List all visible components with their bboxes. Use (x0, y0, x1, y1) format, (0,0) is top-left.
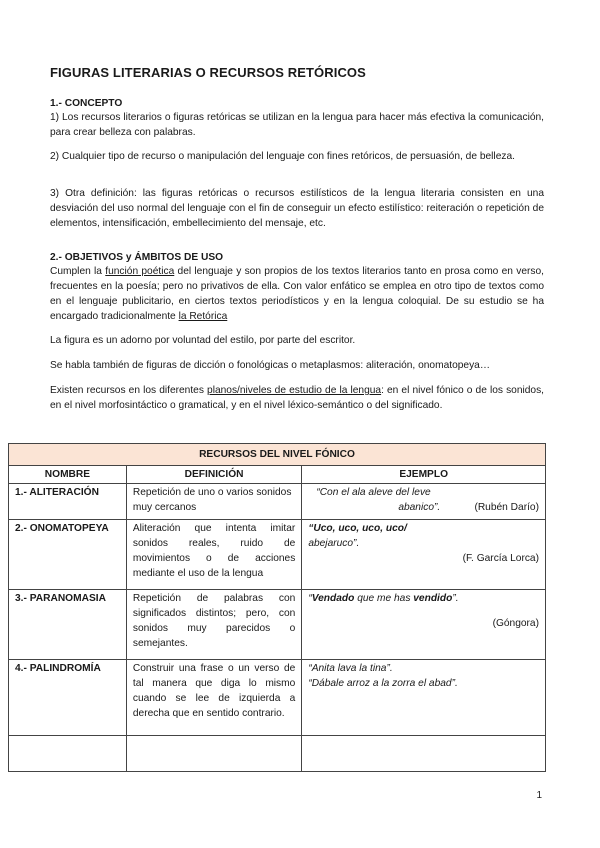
empty-cell (302, 736, 546, 772)
table-header-row (9, 466, 546, 484)
section1-paragraph-1: 1) Los recursos literarios o figuras retóricas se utilizan en la lengua para hacer más efectiva la comunicación, para crear belleza con palabras. (50, 112, 544, 138)
example-emphasis: vendido (413, 593, 453, 604)
row-name: 3.- PARANOMASIA (9, 590, 127, 660)
example-text: “ (308, 593, 312, 604)
section1-heading: 1.- CONCEPTO (50, 98, 123, 109)
text-run: del lenguaje y son propios de los textos literarios tanto en prosa como en verso, frecuentes en la poesía; pero no privativos de ella. Con valor enfático se emplea en otro tipo de textos como en el lenguaje publicitario, en ciertos textos periodísticos y en la lengua coloquial. De su estudio se ha encargado tradicionalmente (50, 266, 544, 322)
example-author: (Góngora) (492, 618, 539, 629)
section1-paragraph-3: 3) Otra definición: las figuras retóricas o recursos estilísticos de la lengua literaria consisten en una desviación del uso normal del lenguaje con el fin de conseguir un efecto estilístico: reiteración o repetición de elementos, intensificación, embellecimiento del mensaje, etc. (50, 188, 544, 229)
resources-table (8, 443, 546, 772)
example-emphasis: Vendado (311, 593, 355, 604)
example-line: “Uco, uco, uco, uco/ (308, 523, 407, 534)
text-run: Cumplen la (50, 266, 106, 277)
example-text: abanico”. (398, 502, 441, 513)
row-name: 4.- PALINDROMÍA (9, 660, 127, 736)
example-text: ”. (452, 593, 459, 604)
table-row (9, 520, 546, 590)
row-name: 2.- ONOMATOPEYA (9, 520, 127, 590)
row-definition: Aliteración que intenta imitar sonidos reales, ruido de movimientos o de acciones mediante el uso de la lengua (126, 520, 301, 590)
table-row (9, 590, 546, 660)
column-header-definicion: DEFINICIÓN (126, 466, 301, 484)
empty-cell (126, 736, 301, 772)
example-line (308, 500, 539, 515)
table-caption-row (9, 444, 546, 466)
row-definition: Repetición de uno o varios sonidos muy cercanos (126, 484, 301, 520)
table-row (9, 660, 546, 736)
section2-heading: 2.- OBJETIVOS y ÁMBITOS DE USO (50, 252, 224, 263)
example-line (308, 591, 539, 606)
row-definition: Construir una frase o un verso de tal manera que diga lo mismo cuando se lee de izquierda a derecha que en sentido contrario. (126, 660, 301, 736)
row-example (302, 660, 546, 736)
section2-paragraph-2: La figura es un adorno por voluntad del estilo, por parte del escritor. (50, 335, 356, 346)
page-title: FIGURAS LITERARIAS O RECURSOS RETÓRICOS (50, 65, 366, 80)
row-example (302, 484, 546, 520)
table-row (9, 484, 546, 520)
section2-paragraph-3: Se habla también de figuras de dicción o fonológicas o metaplasmos: aliteración, onomatopeya… (50, 360, 491, 371)
column-header-ejemplo: EJEMPLO (302, 466, 546, 484)
section1-paragraph-2: 2) Cualquier tipo de recurso o manipulación del lenguaje con fines retóricos, de persuasión, de belleza. (50, 151, 515, 162)
example-line: abejaruco”. (308, 538, 360, 549)
link-planos-niveles[interactable]: planos/niveles de estudio de la lengua (207, 385, 382, 396)
example-author: (Rubén Darío) (474, 502, 539, 513)
example-text: que me has (354, 593, 414, 604)
section2-paragraph-1 (50, 264, 544, 324)
text-run: : en el nivel fónico o de los sonidos, en el nivel morfosintáctico o gramatical, y en el nivel léxico-semántico o del significado. (50, 385, 545, 411)
example-line: “Con el ala aleve del leve (316, 487, 431, 498)
row-definition: Repetición de palabras con significados distintos; pero, con sonidos muy parecidos o semejantes. (126, 590, 301, 660)
row-example (302, 520, 546, 590)
row-example (302, 590, 546, 660)
row-name: 1.- ALITERACIÓN (9, 484, 127, 520)
link-funcion-poetica[interactable]: función poética (105, 266, 175, 277)
text-run: Existen recursos en los diferentes (50, 385, 208, 396)
link-la-retorica[interactable]: la Retórica (178, 311, 228, 322)
example-line: “Anita lava la tina”. (308, 663, 393, 674)
table-row-empty (9, 736, 546, 772)
table-caption: RECURSOS DEL NIVEL FÓNICO (9, 444, 546, 466)
section2-paragraph-4 (50, 383, 544, 413)
page-number: 1 (536, 790, 542, 801)
example-author: (F. García Lorca) (462, 553, 539, 564)
empty-cell (9, 736, 127, 772)
example-line: “Dábale arroz a la zorra el abad”. (308, 678, 458, 689)
column-header-nombre: NOMBRE (9, 466, 127, 484)
